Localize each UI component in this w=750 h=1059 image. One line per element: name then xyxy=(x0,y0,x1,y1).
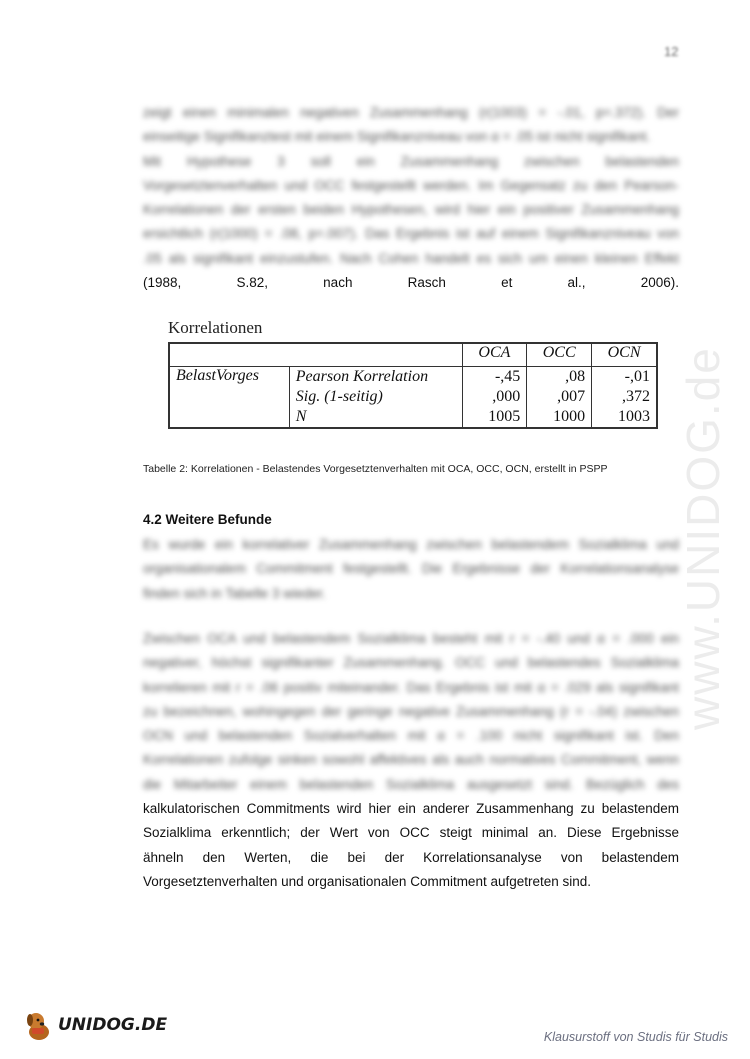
table-caption: Tabelle 2: Korrelationen - Belastendes Vorgesetztenverhalten mit OCA, OCC, OCN, erstellt in PSPP xyxy=(143,463,608,475)
table-row xyxy=(169,367,657,429)
table-header-row xyxy=(169,343,657,367)
paragraph-further-findings xyxy=(143,533,679,606)
footer-tagline: Klausurstoff von Studis für Studis xyxy=(543,1030,728,1044)
logo-text: UNIDOG.DE xyxy=(58,1015,168,1035)
text-line: .05 als signifikant einzustufen. Nach Cohen handelt es sich um einen kleinen Effekt xyxy=(143,250,679,266)
text-line: finden sich in Tabelle 3 wieder. xyxy=(143,585,326,601)
table-cell: ,08 xyxy=(565,368,586,385)
text-line: Mit Hypothese 3 soll ein Zusammenhang zwischen belastenden xyxy=(143,153,679,169)
text-line: OCN und belastenden Sozialverhalten mit α = .100 nicht signifikant ist. Den xyxy=(143,728,679,744)
table-cell: ,372 xyxy=(622,388,650,405)
unidog-logo[interactable] xyxy=(22,1008,167,1042)
table-title: Korrelationen xyxy=(168,318,263,337)
text-line: (1988, S.82, nach Rasch et al., 2006). xyxy=(143,275,679,291)
text-line: korrelieren mit r = .06 positiv miteinander. Das Ergebnis ist mit α = .029 als signifikant xyxy=(143,679,679,695)
text-line: ersichtlich (r(1000) = .08, p=.007). Das Ergebnis ist auf einem Signifikanzniveau von xyxy=(143,226,679,242)
text-line: Vorgesetztenverhalten und OCC festgestellt werden. Im Gegensatz zu den Pearson- xyxy=(143,177,679,193)
text-line: Zwischen OCA und belastendem Sozialklima besteht mit r = -.40 und α = .000 ein xyxy=(143,631,679,646)
column-header-occ: OCC xyxy=(527,343,592,367)
text-line: die Mitarbeiter einem belastenden Sozialklima ausgesetzt sind. Bezüglich des xyxy=(143,776,679,792)
text-line: zu bezeichnen, wohingegen der geringe negative Zusammenhang (r = -.04) zwischen xyxy=(143,703,679,719)
section-heading: 4.2 Weitere Befunde xyxy=(143,512,272,527)
text-line: kalkulatorischen Commitments wird hier ein anderer Zusammenhang zu belastendem xyxy=(143,801,679,817)
text-line: ähneln den Werten, die bei der Korrelationsanalyse von belastendem xyxy=(143,849,679,865)
stat-label: Pearson Korrelation xyxy=(295,368,429,385)
text-line: einseitige Signifikanztest mit einem Signifikanzniveau von α = .05 ist nicht signifikant. xyxy=(143,129,651,145)
table-cell: 1003 xyxy=(618,408,650,425)
table-cell: -,01 xyxy=(624,368,650,385)
table-cell: ,007 xyxy=(557,388,586,405)
table-header-empty xyxy=(169,343,289,367)
text-line: zeigt einen minimalen negativen Zusammenhang (r(1003) = -.01, p=.372). Der xyxy=(143,105,679,120)
column-values-occ xyxy=(527,367,592,429)
row-label: BelastVorges xyxy=(176,367,259,384)
text-line: Korrelationen zufolge sinken sowohl affektives als auch normatives Commitment, wenn xyxy=(143,752,679,768)
table-cell: ,000 xyxy=(492,388,521,405)
table-header-empty xyxy=(289,343,462,367)
stat-label: N xyxy=(295,408,307,425)
text-line: Sozialklima erkenntlich; der Wert von OCC steigt minimal an. Diese Ergebnisse xyxy=(143,825,679,841)
dog-mascot-icon xyxy=(22,1008,56,1042)
watermark-text: www.UNIDOG.de xyxy=(677,346,729,730)
table-cell: 1000 xyxy=(553,408,586,425)
column-header-ocn: OCN xyxy=(592,343,657,367)
stat-label: Sig. (1-seitig) xyxy=(295,388,383,405)
statistic-labels xyxy=(289,367,462,429)
paragraph-social-climate xyxy=(143,627,679,894)
text-line: Vorgesetztenverhalten und organisationalen Commitment aufgetreten sind. xyxy=(143,873,592,889)
text-line: Es wurde ein korrelativer Zusammenhang zwischen belastendem Sozialklima und xyxy=(143,537,679,552)
column-values-ocn xyxy=(592,367,657,429)
correlation-table xyxy=(168,342,658,429)
text-line: organisationalem Commitment festgestellt. Die Ergebnisse der Korrelationsanalyse xyxy=(143,561,679,577)
text-line: negativer, höchst signifikanter Zusammenhang. OCC und belastendes Sozialklima xyxy=(143,655,679,671)
column-header-oca: OCA xyxy=(462,343,527,367)
table-cell: -,45 xyxy=(494,368,521,385)
page-number: 12 xyxy=(664,44,679,59)
column-values-oca xyxy=(462,367,527,429)
correlation-table-figure xyxy=(168,318,658,429)
table-cell: 1005 xyxy=(488,408,521,425)
text-line: Korrelationen der ersten beiden Hypothesen, wird hier ein positiver Zusammenhang xyxy=(143,202,679,218)
paragraph-hypothesis-3 xyxy=(143,101,679,295)
